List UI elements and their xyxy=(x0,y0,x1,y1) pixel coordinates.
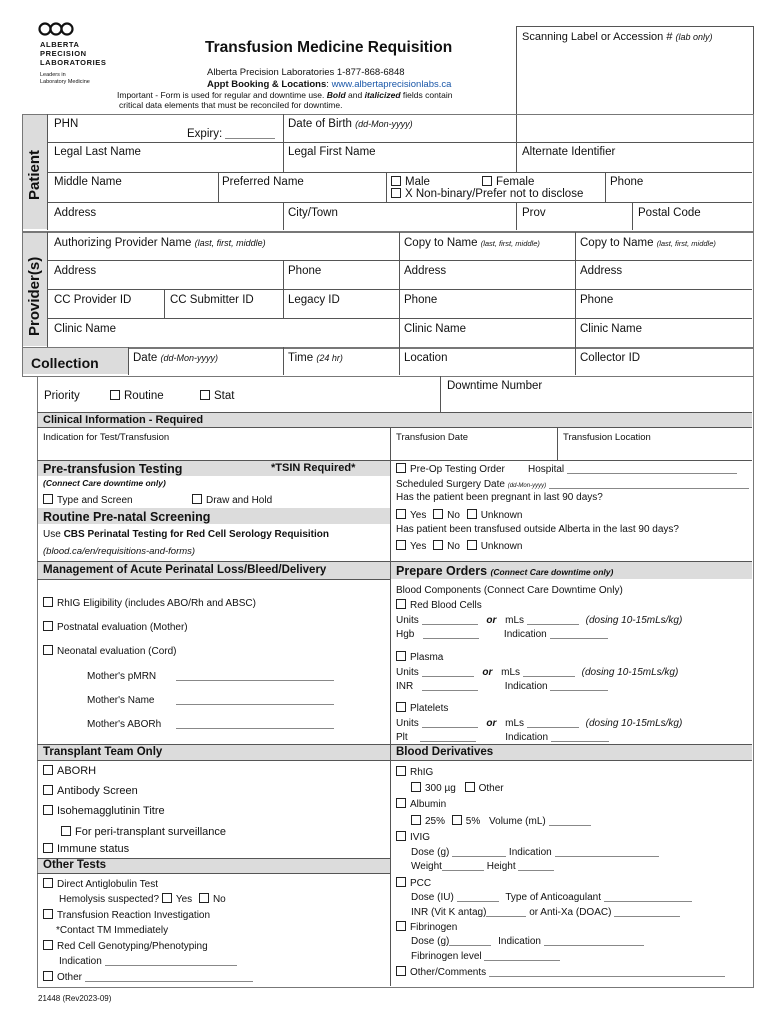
copy-to-2-format: (last, first, middle) xyxy=(656,239,716,248)
hemolysis-label: Hemolysis suspected? xyxy=(59,894,160,905)
derivatives-header: Blood Derivatives xyxy=(396,746,494,758)
collection-time-label: Time xyxy=(288,352,314,364)
albumin-25-label: 25% xyxy=(425,816,446,827)
org-tagline-1: Leaders in xyxy=(40,72,66,78)
rhig-eligibility-label: RhIG Eligibility (includes ABO/Rh and ABSC) xyxy=(57,598,256,609)
cc-provider-id-field[interactable]: CC Provider ID xyxy=(54,294,132,306)
org-name-1: ALBERTA xyxy=(40,40,80,49)
platelets-or: or xyxy=(486,718,497,729)
preop-checkbox[interactable] xyxy=(396,463,505,476)
copy-1-address-field[interactable]: Address xyxy=(404,265,447,277)
genotyping-indication-label: Indication xyxy=(59,956,102,967)
aborh-label: ABORH xyxy=(57,765,97,777)
cbs-line xyxy=(43,528,329,541)
hemolysis-row xyxy=(59,893,226,906)
rhig-options xyxy=(411,782,504,795)
surgery-date-label: Scheduled Surgery Date xyxy=(396,479,505,490)
fibrinogen-dose-row[interactable] xyxy=(411,935,644,948)
albumin-25-checkbox[interactable] xyxy=(411,816,445,827)
transfusion-location-field[interactable]: Transfusion Location xyxy=(563,432,651,443)
hemolysis-no-checkbox[interactable] xyxy=(199,894,226,905)
appt-label: Appt Booking & Locations xyxy=(207,79,327,90)
important-bold: Bold xyxy=(326,90,346,100)
ivig-checkbox[interactable] xyxy=(396,831,430,844)
inr-label: INR xyxy=(396,681,414,692)
copy-to-1-format: (last, first, middle) xyxy=(480,239,540,248)
other-tests-header: Other Tests xyxy=(43,859,107,871)
plt-row[interactable] xyxy=(396,731,609,744)
genotyping-indication-row[interactable] xyxy=(59,955,237,968)
rbc-units-label: Units xyxy=(396,615,419,626)
rhig-eligibility-checkbox[interactable] xyxy=(43,597,256,610)
pregnant-no-checkbox[interactable] xyxy=(433,510,460,521)
hemolysis-yes-checkbox[interactable] xyxy=(162,894,192,905)
immune-status-label: Immune status xyxy=(57,843,130,855)
immune-status-checkbox[interactable] xyxy=(43,843,129,856)
pregnant-yes-label: Yes xyxy=(410,510,427,521)
collector-id-field[interactable]: Collector ID xyxy=(580,352,641,364)
phn-field[interactable]: PHN xyxy=(54,118,79,130)
other-comments-row[interactable] xyxy=(396,966,725,979)
auth-provider-format: (last, first, middle) xyxy=(194,238,266,248)
patient-section-label: Patient xyxy=(26,149,43,200)
collection-date-label: Date xyxy=(133,352,158,364)
antibody-screen-label: Antibody Screen xyxy=(57,785,138,797)
postnatal-checkbox[interactable] xyxy=(43,621,188,634)
peri-transplant-checkbox[interactable] xyxy=(61,826,226,839)
provider-phone-field[interactable]: Phone xyxy=(288,265,322,277)
plasma-dosing: (dosing 10-15mLs/kg) xyxy=(581,667,679,678)
genotyping-label: Red Cell Genotyping/Phenotyping xyxy=(57,941,208,952)
hospital-field[interactable] xyxy=(528,463,737,476)
nonbinary-label: X Non-binary/Prefer not to disclose xyxy=(405,188,584,200)
pcc-checkbox[interactable] xyxy=(396,877,431,890)
albumin-checkbox[interactable] xyxy=(396,798,446,811)
provider-address-field[interactable]: Address xyxy=(54,265,97,277)
pcc-antixa-label: or Anti-Xa (DOAC) xyxy=(529,907,612,918)
stat-checkbox[interactable] xyxy=(200,390,234,403)
tsin-required: *TSIN Required* xyxy=(271,462,356,474)
plasma-checkbox[interactable] xyxy=(396,651,443,664)
fibrinogen-level-label: Fibrinogen level xyxy=(411,951,482,962)
rhig-other-label: Other xyxy=(478,783,504,794)
important-line-2: critical data elements that must be reconciled for downtime. xyxy=(119,100,343,110)
scanning-note: (lab only) xyxy=(675,32,713,42)
pcc-label: PCC xyxy=(410,878,432,889)
cc-submitter-id-field[interactable]: CC Submitter ID xyxy=(170,294,254,306)
prov-field[interactable]: Prov xyxy=(522,207,546,219)
pretx-title: Pre-transfusion Testing xyxy=(43,462,183,476)
org-name-2: PRECISION xyxy=(40,49,87,58)
ivig-dose-row[interactable] xyxy=(411,846,659,859)
hemolysis-no-label: No xyxy=(212,894,226,905)
reaction-label: Transfusion Reaction Investigation xyxy=(57,910,211,921)
important-text-2: fields contain xyxy=(402,90,453,100)
transfused-question: Has patient been transfused outside Alberta in the last 90 days? xyxy=(396,524,679,535)
prenatal-title: Routine Pre-natal Screening xyxy=(43,510,211,524)
rbc-or: or xyxy=(486,615,497,626)
isohemagglutinin-checkbox[interactable] xyxy=(43,805,165,818)
deriv-rhig-checkbox[interactable] xyxy=(396,766,433,779)
downtime-number-field[interactable]: Downtime Number xyxy=(447,380,543,392)
patient-phone-field[interactable]: Phone xyxy=(610,176,644,188)
dat-label: Direct Antiglobulin Test xyxy=(57,879,158,890)
logo-mark xyxy=(38,22,74,41)
pcc-inr-label: INR (Vit K antag) xyxy=(411,907,487,918)
plasma-indication-label: Indication xyxy=(504,681,548,692)
city-field[interactable]: City/Town xyxy=(288,207,338,219)
scanning-label xyxy=(522,31,713,44)
dob-field[interactable] xyxy=(288,118,413,131)
important-italic: italicized xyxy=(364,90,401,100)
appt-sep: : xyxy=(326,79,332,90)
org-name-3: LABORATORIES xyxy=(40,58,107,67)
cbs-link[interactable]: (blood.ca/en/requisitions-and-forms) xyxy=(43,546,196,557)
platelets-checkbox[interactable] xyxy=(396,702,448,715)
plasma-units-row[interactable] xyxy=(396,666,678,679)
antibody-screen-checkbox[interactable] xyxy=(43,785,138,798)
blood-components-label: Blood Components (Connect Care Downtime Only) xyxy=(396,585,623,596)
collection-date-field[interactable] xyxy=(133,352,218,365)
mother-aborh-input[interactable] xyxy=(176,718,334,729)
hgb-row[interactable] xyxy=(396,628,608,641)
aborh-checkbox[interactable] xyxy=(43,765,96,778)
hgb-label: Hgb xyxy=(396,629,415,640)
org-tagline-2: Laboratory Medicine xyxy=(40,79,90,85)
rbc-mls-label: mLs xyxy=(505,615,525,626)
middle-name-field[interactable]: Middle Name xyxy=(54,176,122,188)
preop-label: Pre-Op Testing Order xyxy=(410,464,505,475)
copy-to-1-label: Copy to Name xyxy=(404,237,478,249)
reaction-checkbox[interactable] xyxy=(43,909,210,922)
rbc-checkbox[interactable] xyxy=(396,599,482,612)
other-comments-label: Other/Comments xyxy=(410,967,487,978)
transfused-answers xyxy=(396,540,522,553)
routine-label: Routine xyxy=(124,390,164,402)
form-title: Transfusion Medicine Requisition xyxy=(205,39,453,56)
ivig-weight-label: Weight xyxy=(411,861,442,872)
fibrinogen-label: Fibrinogen xyxy=(410,922,458,933)
rhig-300-label: 300 µg xyxy=(425,783,456,794)
form-code: 21448 (Rev2023-09) xyxy=(38,994,112,1003)
albumin-5-label: 5% xyxy=(465,816,481,827)
fibrinogen-checkbox[interactable] xyxy=(396,921,457,934)
dob-format: (dd-Mon-yyyy) xyxy=(355,119,413,129)
prepare-cc-note: (Connect Care downtime only) xyxy=(490,567,614,577)
pregnant-answers xyxy=(396,509,522,522)
legacy-id-field[interactable]: Legacy ID xyxy=(288,294,340,306)
copy-2-address-field[interactable]: Address xyxy=(580,265,623,277)
hemolysis-yes-label: Yes xyxy=(175,894,193,905)
transfused-no-checkbox[interactable] xyxy=(433,541,460,552)
type-screen-label: Type and Screen xyxy=(57,495,133,506)
mother-name-input[interactable] xyxy=(176,694,334,705)
pretx-cc-note: (Connect Care downtime only) xyxy=(43,478,166,488)
inr-row[interactable] xyxy=(396,680,608,693)
pcc-dose-label: Dose (IU) xyxy=(411,892,454,903)
phone-line: Alberta Precision Laboratories 1-877-868-6848 xyxy=(207,67,405,78)
auth-provider-label: Authorizing Provider Name xyxy=(54,237,192,249)
pcc-anticoag-label: Type of Anticoagulant xyxy=(505,892,601,903)
postal-code-field[interactable]: Postal Code xyxy=(638,207,701,219)
transfusion-date-field[interactable]: Transfusion Date xyxy=(396,432,468,443)
other-test-row[interactable] xyxy=(43,971,253,984)
pcc-dose-row[interactable] xyxy=(411,891,692,904)
pcc-inr-row[interactable] xyxy=(411,906,680,919)
albumin-options xyxy=(411,815,591,828)
transfused-unknown-checkbox[interactable] xyxy=(467,541,523,552)
transfused-no-label: No xyxy=(447,541,460,552)
hospital-label: Hospital xyxy=(528,464,565,475)
collection-date-format: (dd-Mon-yyyy) xyxy=(160,353,219,363)
rbc-dosing: (dosing 10-15mLs/kg) xyxy=(585,615,683,626)
neonatal-checkbox[interactable] xyxy=(43,645,177,658)
website-link[interactable]: www.albertaprecisionlabs.ca xyxy=(331,79,452,90)
rbc-indication-label: Indication xyxy=(503,629,547,640)
isohemagglutinin-label: Isohemagglutinin Titre xyxy=(57,805,165,817)
important-and: and xyxy=(348,90,363,100)
male-label: Male xyxy=(405,176,430,188)
plt-label: Plt xyxy=(396,732,408,743)
cbs-requisition: CBS Perinatal Testing for Red Cell Serology Requisition xyxy=(63,529,329,540)
prepare-header xyxy=(396,564,613,579)
collection-section-label: Collection xyxy=(31,355,99,371)
transfused-unknown-label: Unknown xyxy=(480,541,523,552)
mother-name-label: Mother's Name xyxy=(87,695,155,706)
priority-label: Priority xyxy=(44,390,80,402)
other-test-label: Other xyxy=(57,972,83,983)
copy-2-phone-field[interactable]: Phone xyxy=(580,294,614,306)
scanning-label-text: Scanning Label or Accession # xyxy=(522,31,673,43)
type-screen-checkbox[interactable] xyxy=(43,494,133,507)
mother-pmrn-label: Mother's pMRN xyxy=(87,671,157,682)
surgery-date-format: (dd-Mon-yyyy) xyxy=(507,483,547,489)
postnatal-label: Postnatal evaluation (Mother) xyxy=(57,622,188,633)
rhig-other-checkbox[interactable] xyxy=(465,783,504,794)
pregnant-question: Has the patient been pregnant in last 90 days? xyxy=(396,492,603,503)
nonbinary-checkbox[interactable] xyxy=(391,188,583,201)
genotyping-checkbox[interactable] xyxy=(43,940,208,953)
albumin-volume-field[interactable] xyxy=(489,816,590,827)
plasma-units-label: Units xyxy=(396,667,419,678)
copy-1-phone-field[interactable]: Phone xyxy=(404,294,438,306)
perinatal-header: Management of Acute Perinatal Loss/Bleed/Delivery xyxy=(43,564,327,576)
rbc-label: Red Blood Cells xyxy=(410,600,482,611)
albumin-label: Albumin xyxy=(410,799,447,810)
first-name-field[interactable]: Legal First Name xyxy=(288,146,376,158)
copy-1-clinic-field[interactable]: Clinic Name xyxy=(404,323,466,335)
important-text-1: Important - Form is used for regular and downtime use. xyxy=(117,90,325,100)
fibrinogen-dose-label: Dose (g) xyxy=(411,936,450,947)
platelets-dosing: (dosing 10-15mLs/kg) xyxy=(585,718,683,729)
indication-field[interactable]: Indication for Test/Transfusion xyxy=(43,432,170,443)
ivig-indication-label: Indication xyxy=(508,847,552,858)
pregnant-no-label: No xyxy=(447,510,460,521)
draw-hold-checkbox[interactable] xyxy=(192,494,272,507)
transfused-yes-label: Yes xyxy=(410,541,427,552)
pregnant-yes-checkbox[interactable] xyxy=(396,510,426,521)
fibrinogen-indication-label: Indication xyxy=(498,936,541,947)
collection-time-format: (24 hr) xyxy=(316,353,343,363)
clinic-name-field[interactable]: Clinic Name xyxy=(54,323,116,335)
plasma-mls-label: mLs xyxy=(501,667,521,678)
expiry-field[interactable] xyxy=(187,128,275,141)
copy-to-1-field[interactable] xyxy=(404,237,540,250)
prepare-header-text: Prepare Orders xyxy=(396,564,488,578)
rhig-300-checkbox[interactable] xyxy=(411,783,456,794)
pregnant-unknown-label: Unknown xyxy=(480,510,523,521)
draw-hold-label: Draw and Hold xyxy=(206,495,273,506)
important-line xyxy=(117,90,453,100)
auth-provider-field[interactable] xyxy=(54,237,266,250)
copy-2-clinic-field[interactable]: Clinic Name xyxy=(580,323,642,335)
albumin-volume-label: Volume (mL) xyxy=(489,816,546,827)
pregnant-unknown-checkbox[interactable] xyxy=(467,510,523,521)
ivig-height-label: Height xyxy=(486,861,516,872)
platelets-mls-label: mLs xyxy=(505,718,525,729)
female-label: Female xyxy=(496,176,535,188)
collection-row xyxy=(22,347,754,377)
platelets-units-row[interactable] xyxy=(396,717,682,730)
ivig-dose-label: Dose (g) xyxy=(411,847,450,858)
peri-transplant-label: For peri-transplant surveillance xyxy=(75,826,227,838)
copy-to-2-field[interactable] xyxy=(580,237,716,250)
patient-address-field[interactable]: Address xyxy=(54,207,97,219)
plasma-label: Plasma xyxy=(410,652,444,663)
dat-checkbox[interactable] xyxy=(43,878,158,891)
plasma-or: or xyxy=(482,667,493,678)
collection-time-field[interactable] xyxy=(288,352,343,365)
last-name-field[interactable]: Legal Last Name xyxy=(54,146,141,158)
albumin-5-checkbox[interactable] xyxy=(452,816,480,827)
contact-tm-note: *Contact TM Immediately xyxy=(56,925,169,936)
platelets-label: Platelets xyxy=(410,703,449,714)
rbc-units-row[interactable] xyxy=(396,614,682,627)
clinical-header: Clinical Information - Required xyxy=(43,414,204,426)
expiry-label: Expiry: xyxy=(187,128,223,140)
cbs-use: Use xyxy=(43,529,61,540)
dob-label: Date of Birth xyxy=(288,118,352,130)
preferred-name-field[interactable]: Preferred Name xyxy=(222,176,304,188)
mother-aborh-label: Mother's ABORh xyxy=(87,719,162,730)
transfused-yes-checkbox[interactable] xyxy=(396,541,426,552)
ivig-weight-row[interactable] xyxy=(411,860,554,873)
collection-location-field[interactable]: Location xyxy=(404,352,448,364)
alt-id-field[interactable]: Alternate Identifier xyxy=(522,146,616,158)
platelets-indication-label: Indication xyxy=(505,732,549,743)
neonatal-label: Neonatal evaluation (Cord) xyxy=(57,646,177,657)
ivig-label: IVIG xyxy=(410,832,431,843)
mother-pmrn-input[interactable] xyxy=(176,670,334,681)
fibrinogen-level-row[interactable] xyxy=(411,950,560,963)
deriv-rhig-label: RhIG xyxy=(410,767,434,778)
stat-label: Stat xyxy=(214,390,235,402)
platelets-units-label: Units xyxy=(396,718,419,729)
copy-to-2-label: Copy to Name xyxy=(580,237,654,249)
providers-section-label: Provider(s) xyxy=(26,256,43,336)
routine-checkbox[interactable] xyxy=(110,390,164,403)
transplant-header: Transplant Team Only xyxy=(43,746,163,758)
